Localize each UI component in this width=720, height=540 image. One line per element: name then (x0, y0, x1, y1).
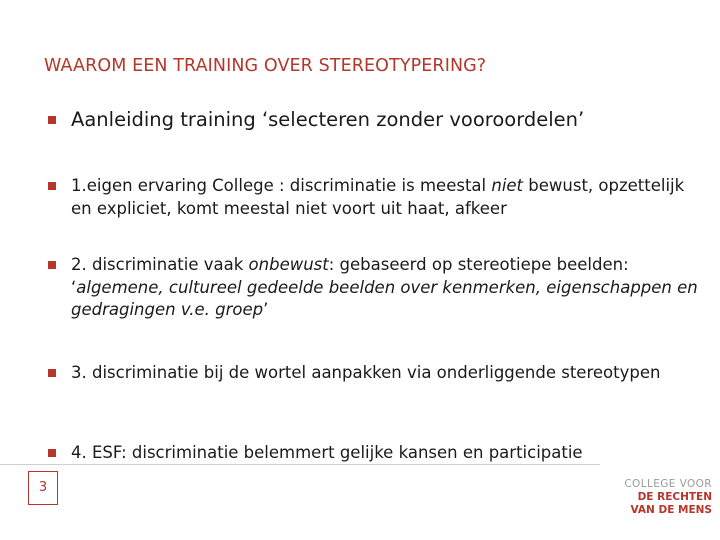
bullet-segment: bewust, opzettelijk en expliciet, komt meestal niet voort uit haat, afkeer (71, 176, 685, 218)
bullet-segment: : gebaseerd op stereotiepe beelden: ‘ (71, 255, 629, 297)
logo-line: COLLEGE VOOR (624, 478, 712, 490)
bullet-text (71, 175, 698, 220)
square-bullet-icon (48, 116, 56, 124)
bullet-item (48, 107, 698, 133)
bullet-text (71, 442, 583, 465)
square-bullet-icon (48, 261, 56, 269)
bullet-segment: 2. discriminatie vaak (71, 255, 249, 274)
footer-divider (0, 464, 600, 465)
bullet-segment: 4. ESF: discriminatie belemmert gelijke kansen en participatie (71, 443, 583, 462)
slide-number: 3 (28, 471, 58, 505)
bullet-item (48, 442, 698, 465)
bullet-item (48, 362, 698, 385)
slide-title: WAAROM EEN TRAINING OVER STEREOTYPERING? (44, 56, 487, 76)
bullet-text (71, 107, 584, 133)
bullet-segment: 1.eigen ervaring College : discriminatie is meestal (71, 176, 492, 195)
logo-line: DE RECHTEN (637, 491, 712, 503)
square-bullet-icon (48, 369, 56, 377)
bullet-segment: Aanleiding training ‘selecteren zonder vooroordelen’ (71, 108, 585, 131)
square-bullet-icon (48, 449, 56, 457)
bullet-segment: 3. discriminatie bij de wortel aanpakken via onderliggende stereotypen (71, 363, 661, 382)
bullet-segment: niet (491, 176, 524, 195)
bullet-text (71, 362, 660, 385)
bullet-item (48, 254, 698, 322)
square-bullet-icon (48, 182, 56, 190)
bullet-segment: onbewust (248, 255, 329, 274)
logo-line: VAN DE MENS (630, 504, 712, 516)
bullet-item (48, 175, 698, 220)
college-logo (600, 478, 712, 517)
bullet-text (71, 254, 698, 322)
bullet-segment: algemene, cultureel gedeelde beelden over kenmerken, eigenschappen en gedragingen v.e. groep (71, 277, 698, 319)
bullet-segment: ’ (263, 300, 269, 319)
